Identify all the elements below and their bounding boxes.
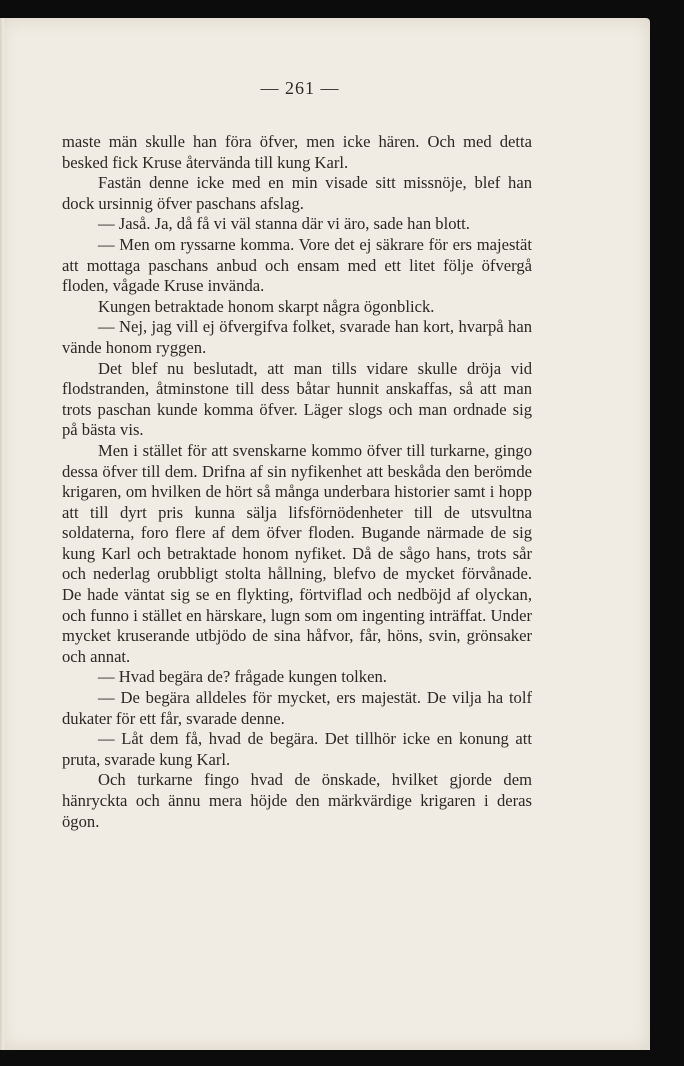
paragraph: — Men om ryssarne komma. Vore det ej säkrare för ers majestät att mottaga paschans anbud och ensam med ett litet följe öfvergå floden, vågade Kruse invända. [62,234,532,296]
page-edge [0,18,4,1050]
paragraph: maste män skulle han föra öfver, men icke hären. Och med detta besked fick Kruse återvända till kung Karl. [62,132,532,172]
paragraph: Och turkarne fingo hvad de önskade, hvilket gjorde dem hänryckta och ännu mera höjde den märkvärdige krigaren i deras ögon. [62,770,532,831]
paragraph: — De begära alldeles för mycket, ers majestät. De vilja ha tolf dukater för ett får, svarade denne. [62,688,532,728]
paragraph: — Nej, jag vill ej öfvergifva folket, svarade han kort, hvarpå han vände honom ryggen. [62,317,532,357]
paragraph: — Hvad begära de? frågade kungen tolken. [98,667,387,687]
page-number: — 261 — [260,78,340,98]
paragraph: Kungen betraktade honom skarpt några ögonblick. [98,296,435,316]
paragraph: — Låt dem få, hvad de begära. Det tillhör icke en konung att pruta, svarade kung Karl. [62,729,532,769]
paragraph: Det blef nu beslutadt, att man tills vidare skulle dröja vid flodstranden, åtminstone till dess båtar hunnit anskaffas, så att man trots paschan kunde komma öfver. Läger slogs och man ordnade sig på bästa vis. [62,358,532,440]
body-text [62,132,532,832]
paragraph: Fastän denne icke med en min visade sitt missnöje, blef han dock ursinnig öfver paschans afslag. [62,173,532,213]
paragraph: — Jaså. Ja, då få vi väl stanna där vi äro, sade han blott. [98,214,470,234]
paragraph: Men i stället för att svenskarne kommo öfver till turkarne, gingo dessa öfver till dem. Drifna af sin nyfikenhet att beskåda den berömde krigaren, om hvilken de hört så många underbara historier samt i hopp att till dyrt pris kunna sälja lifsförnödenheter till de utsvultna soldaterna, foro flere af dem öfver floden. Bugande närmade de sig kung Karl och betraktade honom nyfiket. Då de sågo hans, trots sår och nederlag orubbligt stolta hållning, blefvo de mycket förvånade. De hade väntat sig se en flykting, förtviflad och nedböjd af olyckan, och funno i stället en härskare, lugn som om ingenting inträffat. Under mycket kruserande utbjödo de sina håfvor, får, höns, svin, grönsaker och annat. [62,440,532,666]
